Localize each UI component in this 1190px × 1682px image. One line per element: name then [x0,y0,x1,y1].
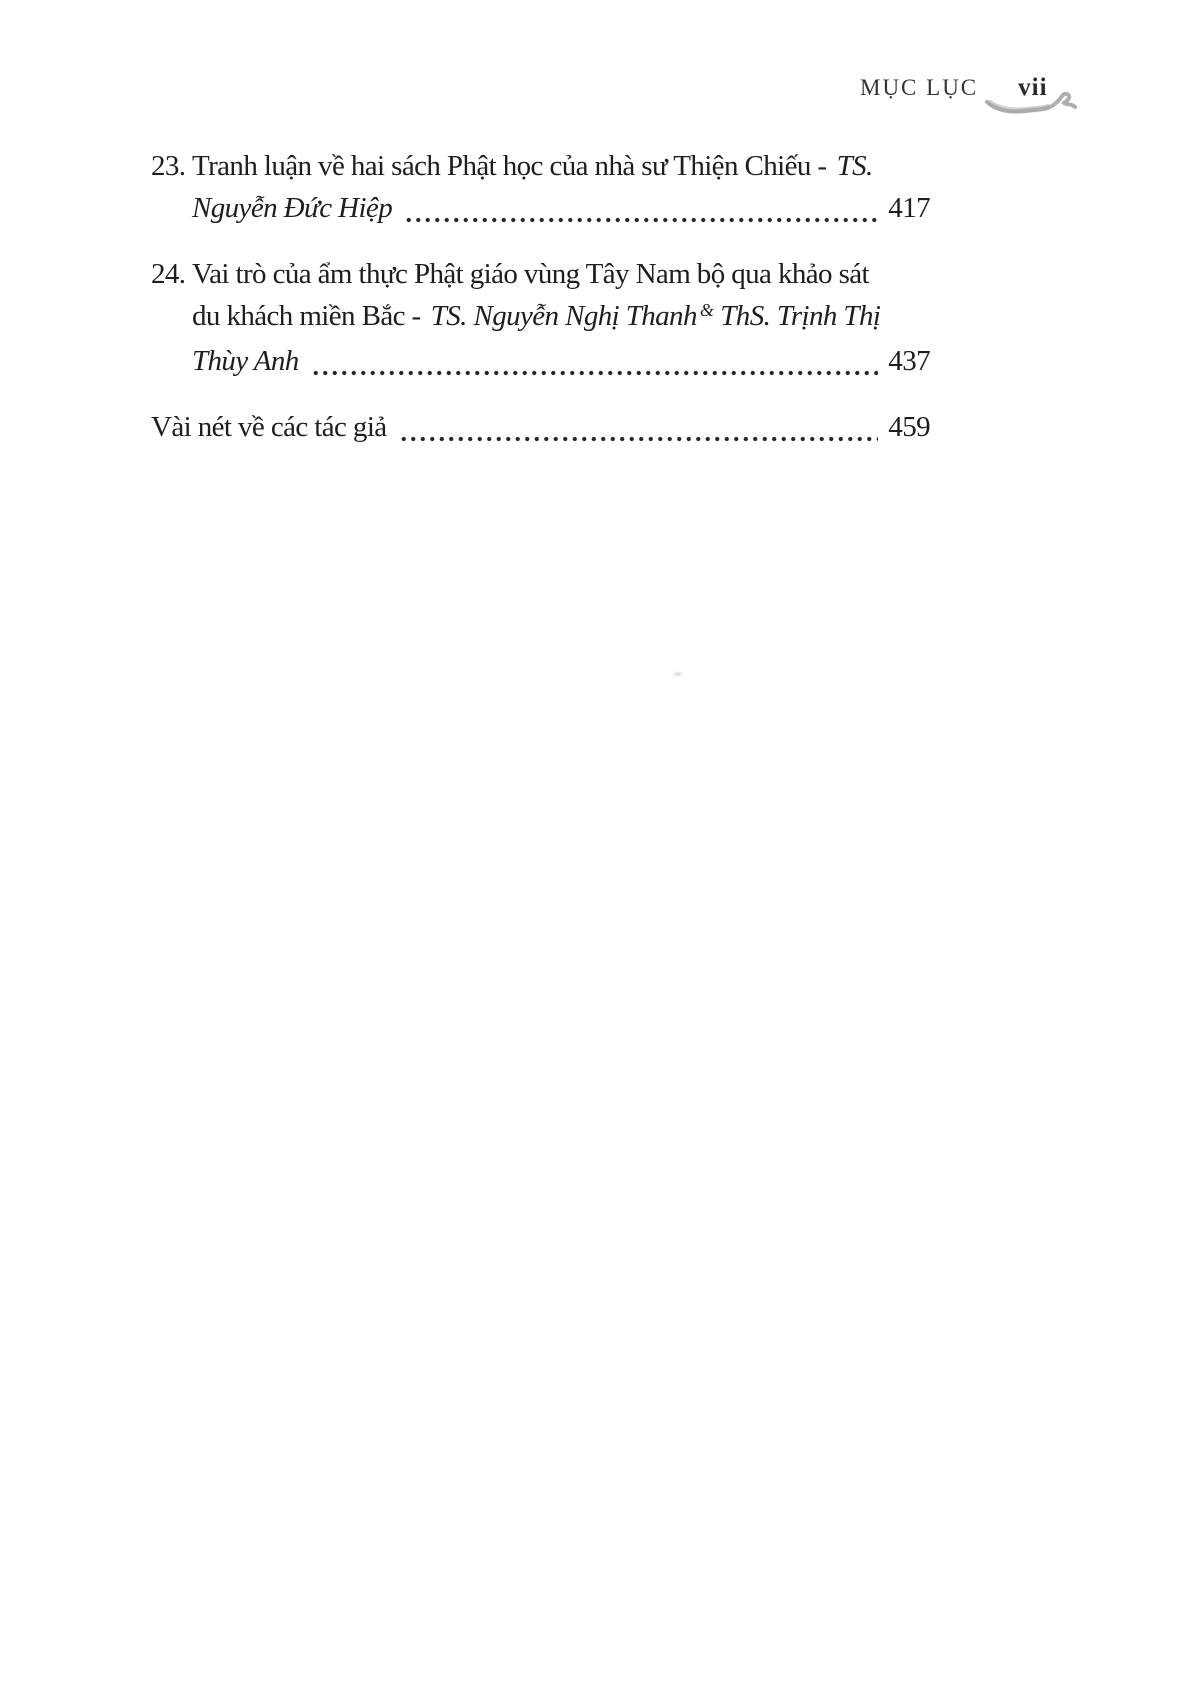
toc-content [151,145,930,448]
running-head [860,74,1048,102]
dot-leader [311,340,879,382]
entry-title: Tranh luận về hai sách Phật học của nhà sư Thiện Chiếu - [192,150,827,182]
entry-title-continued: du khách miền Bắc - [192,300,421,332]
entry-title: Vai trò của ẩm thực Phật giáo vùng Tây Nam bộ qua khảo sát [192,258,870,290]
entry-title-line [192,253,930,295]
dot-leader [399,406,879,448]
toc-closing-entry [151,406,930,448]
toc-entry-23 [151,145,930,229]
entry-author-line [192,340,930,382]
entry-author-line [192,187,930,229]
author-name-2: ThS. Trịnh Thị [720,300,881,332]
dot-leader [404,187,878,229]
page-number-roman: vii [1018,74,1048,101]
ampersand: & [699,300,714,320]
author-name: Nguyễn Đức Hiệp [192,192,393,224]
entry-number: 23. [151,150,186,182]
entry-number: 24. [151,258,186,290]
entry-title-line-2 [192,295,930,340]
author-name-continued: Thùy Anh [192,345,299,377]
entry-page-number: 459 [888,411,930,443]
entry-page-number: 417 [888,192,930,224]
section-title: MỤC LỤC [860,75,979,100]
author-name: TS. Nguyễn Nghị Thanh [430,300,697,332]
closing-title: Vài nét về các tác giả [151,411,387,443]
author-degree: TS. [836,150,873,182]
scan-artifact [672,671,684,677]
entry-page-number: 437 [888,345,930,377]
folio-wrap [1018,74,1047,102]
entry-title-line [192,145,930,187]
toc-entry-24 [151,253,930,382]
